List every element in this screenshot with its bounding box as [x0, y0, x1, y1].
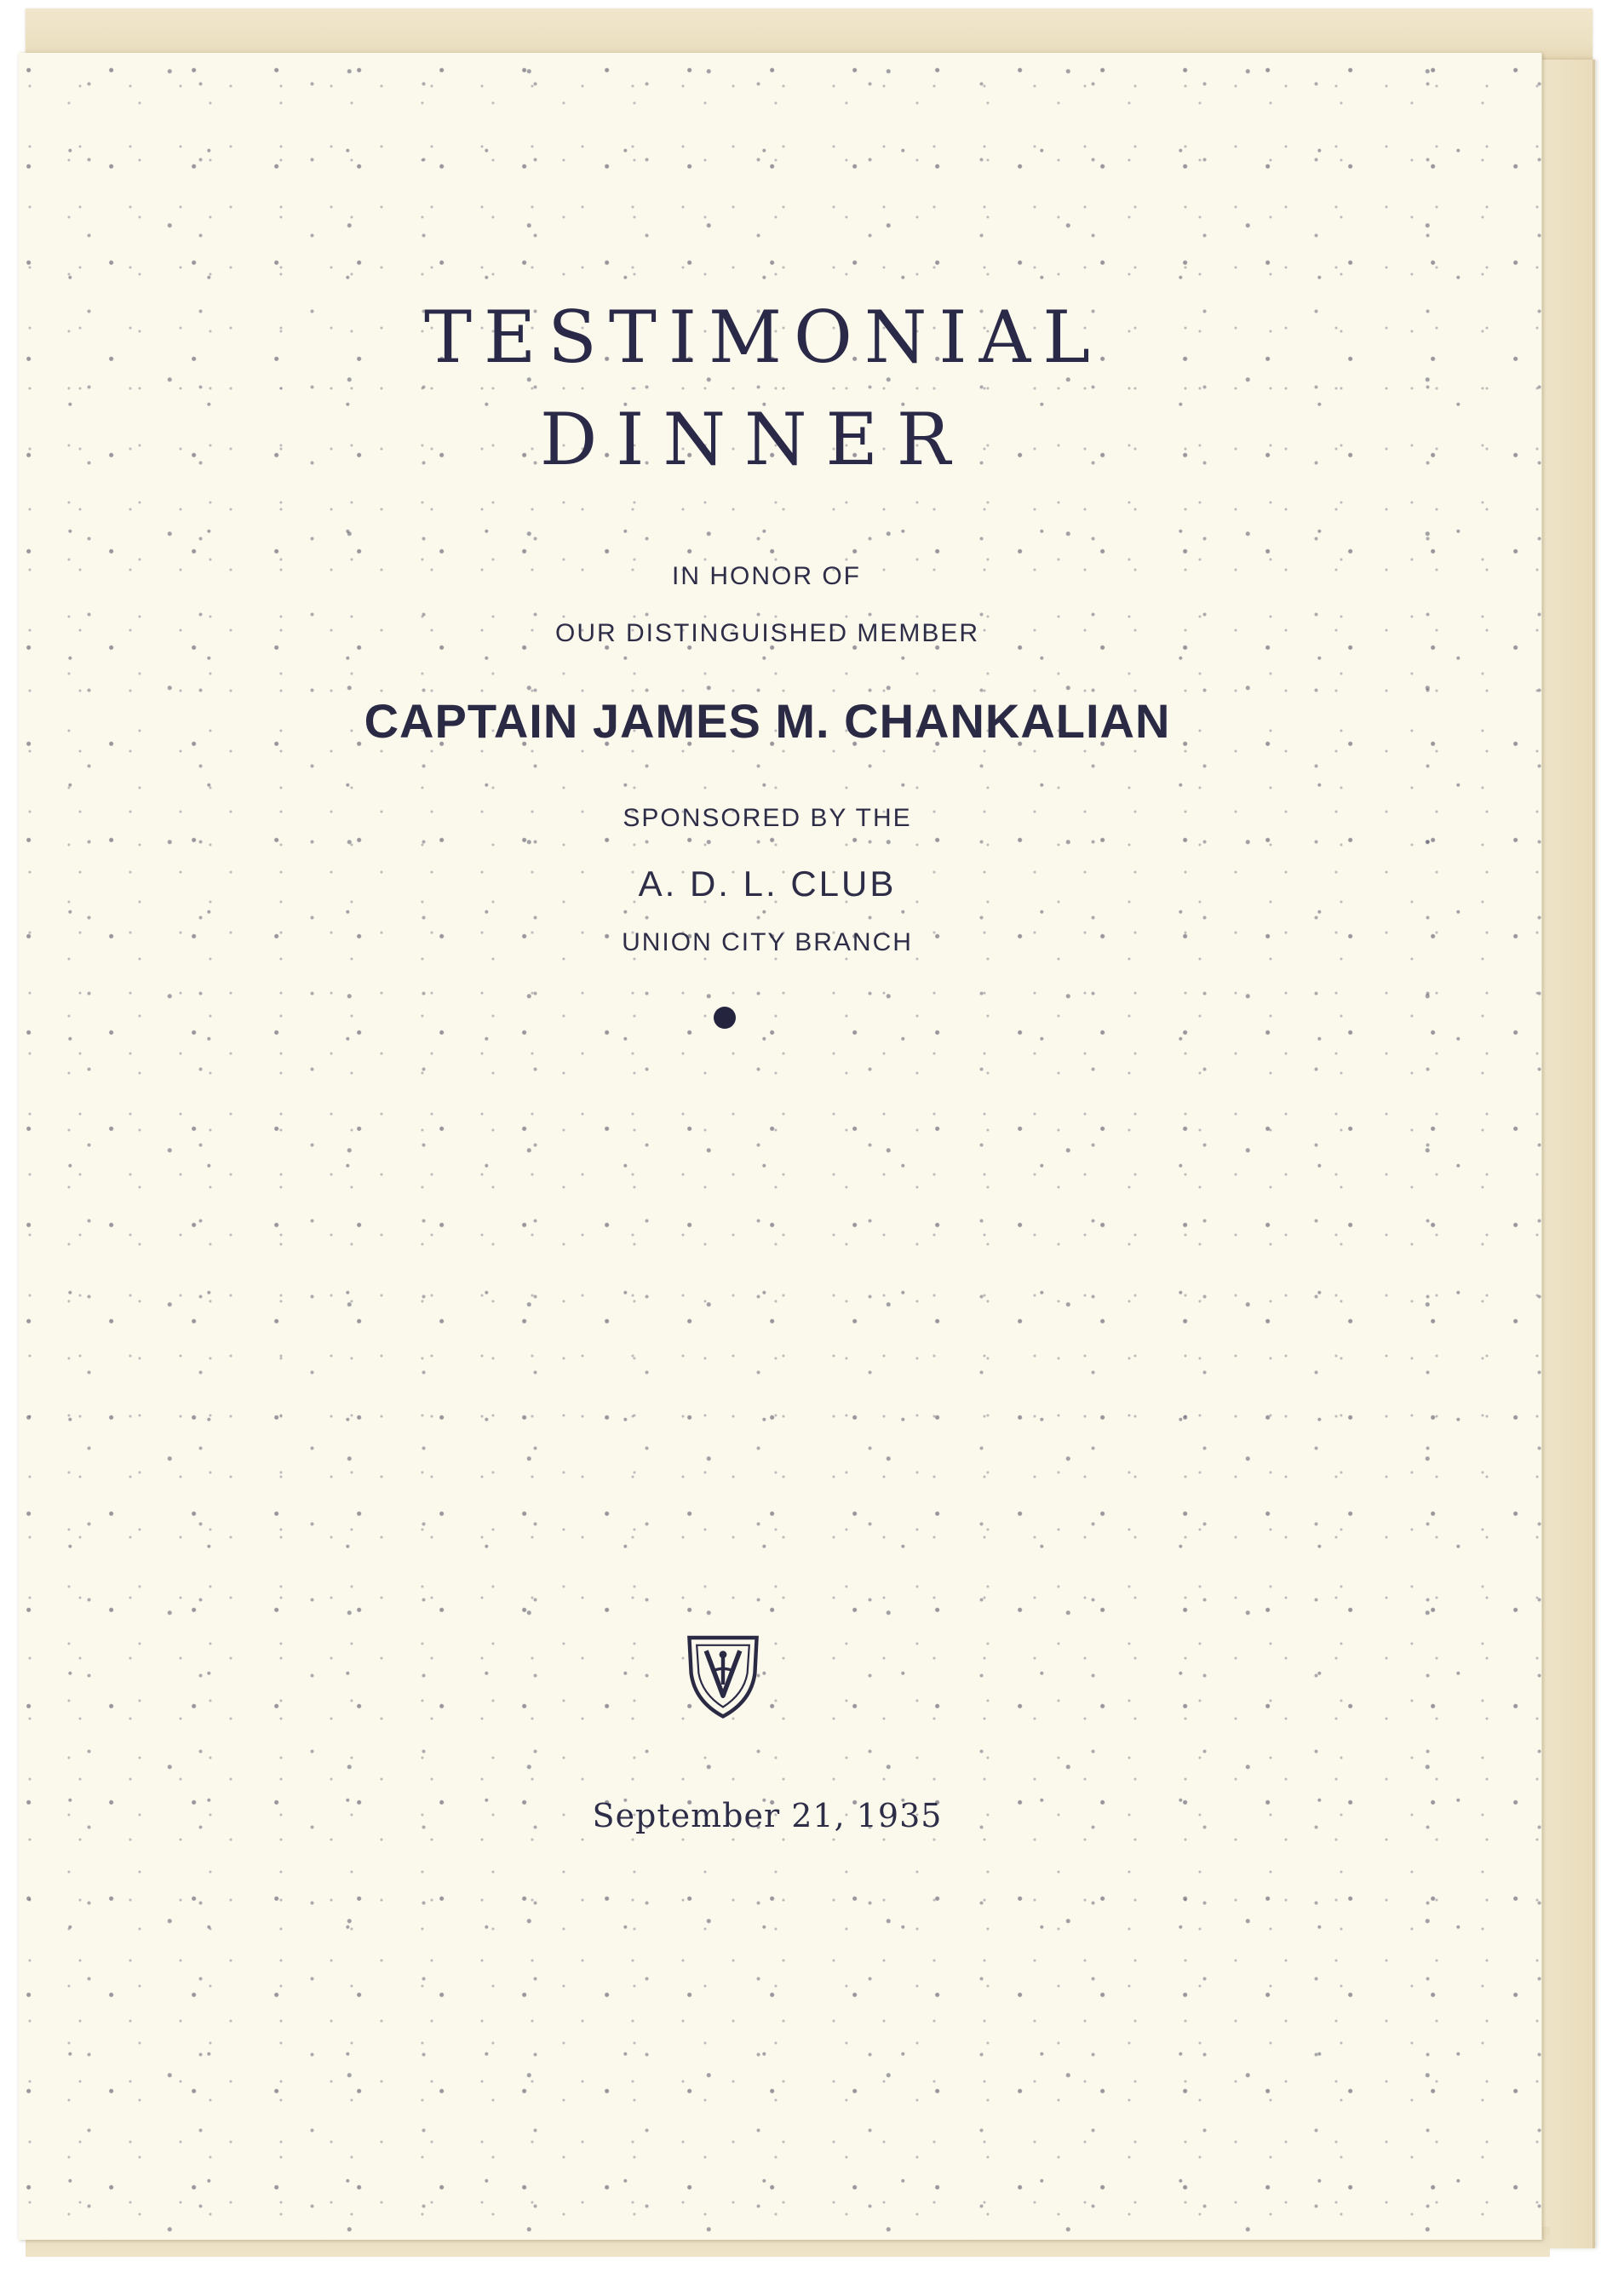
filled-circle-ornament-icon — [714, 1007, 736, 1029]
program-cover — [19, 53, 1542, 2240]
sponsored-by-text: SPONSORED BY THE — [623, 804, 912, 832]
title-line-dinner: DINNER — [539, 398, 970, 481]
branch-name: UNION CITY BRANCH — [622, 928, 913, 956]
title-line-testimonial: TESTIMONIAL — [423, 296, 1103, 379]
crest-shield-icon — [676, 1628, 770, 1722]
honoree-name: CAPTAIN JAMES M. CHANKALIAN — [364, 694, 1171, 748]
event-date: September 21, 1935 — [592, 1797, 943, 1834]
club-name: A. D. L. CLUB — [638, 864, 897, 904]
distinguished-member-text: OUR DISTINGUISHED MEMBER — [554, 619, 980, 647]
in-honor-of-text: IN HONOR OF — [672, 562, 861, 590]
